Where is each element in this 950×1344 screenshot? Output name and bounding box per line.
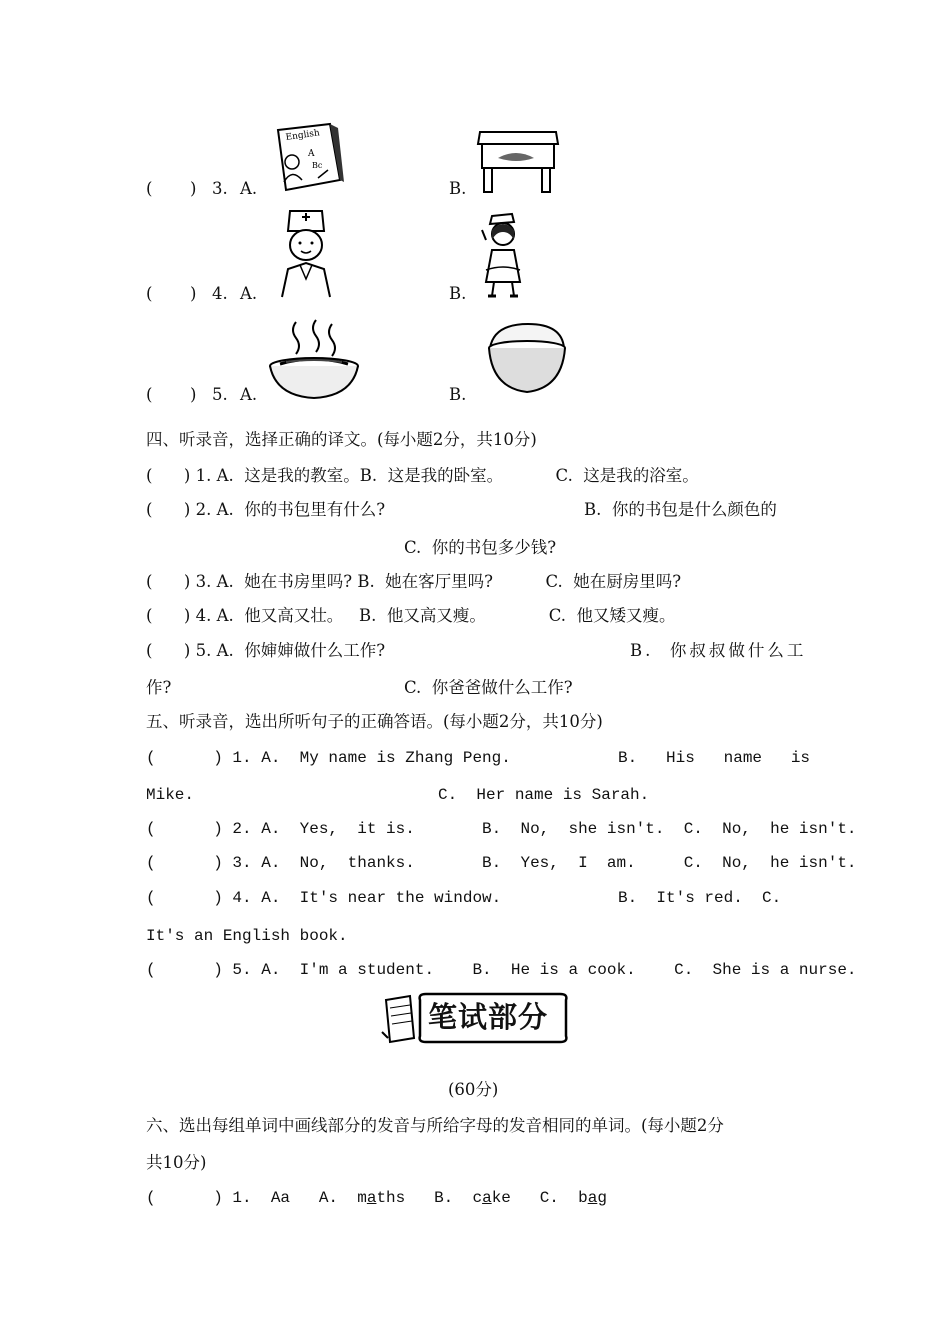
option-b-label: B. [449, 179, 467, 198]
noodles-bowl-icon [266, 318, 362, 402]
question-line[interactable]: ( ) 3. A. 她在书房里吗? B. 她在客厅里吗? C. 她在厨房里吗? [146, 572, 682, 591]
section-title: 五、听录音，选出所听句子的正确答语。(每小题2分，共10分) [146, 712, 603, 731]
option-a-label: A. [240, 385, 258, 404]
svg-text:English: English [285, 128, 321, 143]
option-text: Mike. [146, 786, 195, 804]
underlined-letter: a [482, 1189, 492, 1207]
question-line[interactable]: ( ) 4. A. It's near the window. [146, 889, 502, 907]
nurse-icon [472, 210, 530, 300]
svg-text:A: A [308, 149, 315, 159]
answer-paren[interactable]: ( [146, 284, 153, 303]
question-prefix: ( ) 1. Aa A. m [146, 1189, 367, 1207]
option-a-label: A. [240, 284, 258, 303]
question-line[interactable]: ( ) 4. A. 他又高又壮。 B. 他又高又瘦。 C. 他又矮又瘦。 [146, 606, 676, 625]
written-section-banner [380, 990, 570, 1046]
section-title: 四、听录音，选择正确的译文。(每小题2分，共10分) [146, 430, 537, 449]
option-text: 作? [146, 678, 172, 697]
svg-text:Bc: Bc [312, 161, 323, 170]
option-text: It's an English book. [146, 927, 348, 945]
word-rest: ths B. c [376, 1189, 483, 1207]
rice-bowl-icon [484, 318, 570, 396]
option-text: C. Her name is Sarah. [438, 786, 650, 804]
desk-icon [476, 128, 560, 194]
option-text: B. 你叔叔做什么工 [630, 641, 807, 660]
question-number: 5. [212, 385, 228, 404]
question-line[interactable]: ( ) 5. A. 你婶婶做什么工作? [146, 641, 386, 660]
section-title: 六、选出每组单词中画线部分的发音与所给字母的发音相同的单词。(每小题2分 [146, 1116, 724, 1135]
answer-paren-close: ) [190, 385, 197, 404]
option-b-label: B. [449, 385, 467, 404]
written-score: (60分) [448, 1080, 499, 1099]
english-book-icon [268, 122, 344, 194]
answer-paren-close: ) [190, 284, 197, 303]
answer-paren-close: ) [190, 179, 197, 198]
question-line[interactable]: ( ) 5. A. I'm a student. B. He is a cook. C. She is a nurse. [146, 961, 857, 979]
option-text: B. 你的书包是什么颜色的 [584, 500, 777, 519]
option-text: B. It's red. C. [618, 889, 782, 907]
answer-paren[interactable]: ( [146, 385, 153, 404]
section-title-cont: 共10分) [146, 1153, 207, 1172]
question-line[interactable]: ( ) 2. A. 你的书包里有什么? [146, 500, 386, 519]
question-line[interactable]: ( ) 3. A. No, thanks. B. Yes, I am. C. No, he isn't. [146, 854, 857, 872]
question-line[interactable]: ( ) 1. A. My name is Zhang Peng. [146, 749, 511, 767]
option-text: C. 你爸爸做什么工作? [404, 678, 573, 697]
word-rest: ke C. b [491, 1189, 588, 1207]
option-text: C. 你的书包多少钱? [404, 538, 557, 557]
word-rest: g [597, 1189, 607, 1207]
answer-paren[interactable]: ( [146, 179, 153, 198]
option-text: B. His name is [618, 749, 811, 767]
question-line[interactable]: ( ) 2. A. Yes, it is. B. No, she isn't. C. No, he isn't. [146, 820, 857, 838]
question-number: 3. [212, 179, 228, 198]
underlined-letter: a [587, 1189, 598, 1207]
question-line[interactable]: ( ) 1. A. 这是我的教室。B. 这是我的卧室。 C. 这是我的浴室。 [146, 466, 699, 485]
question-number: 4. [212, 284, 228, 303]
underlined-letter: a [366, 1189, 377, 1207]
banner-text: 笔试部分 [428, 1000, 549, 1034]
doctor-icon [278, 207, 334, 299]
option-b-label: B. [449, 284, 467, 303]
question-line[interactable] [146, 1187, 607, 1209]
option-a-label: A. [240, 179, 258, 198]
